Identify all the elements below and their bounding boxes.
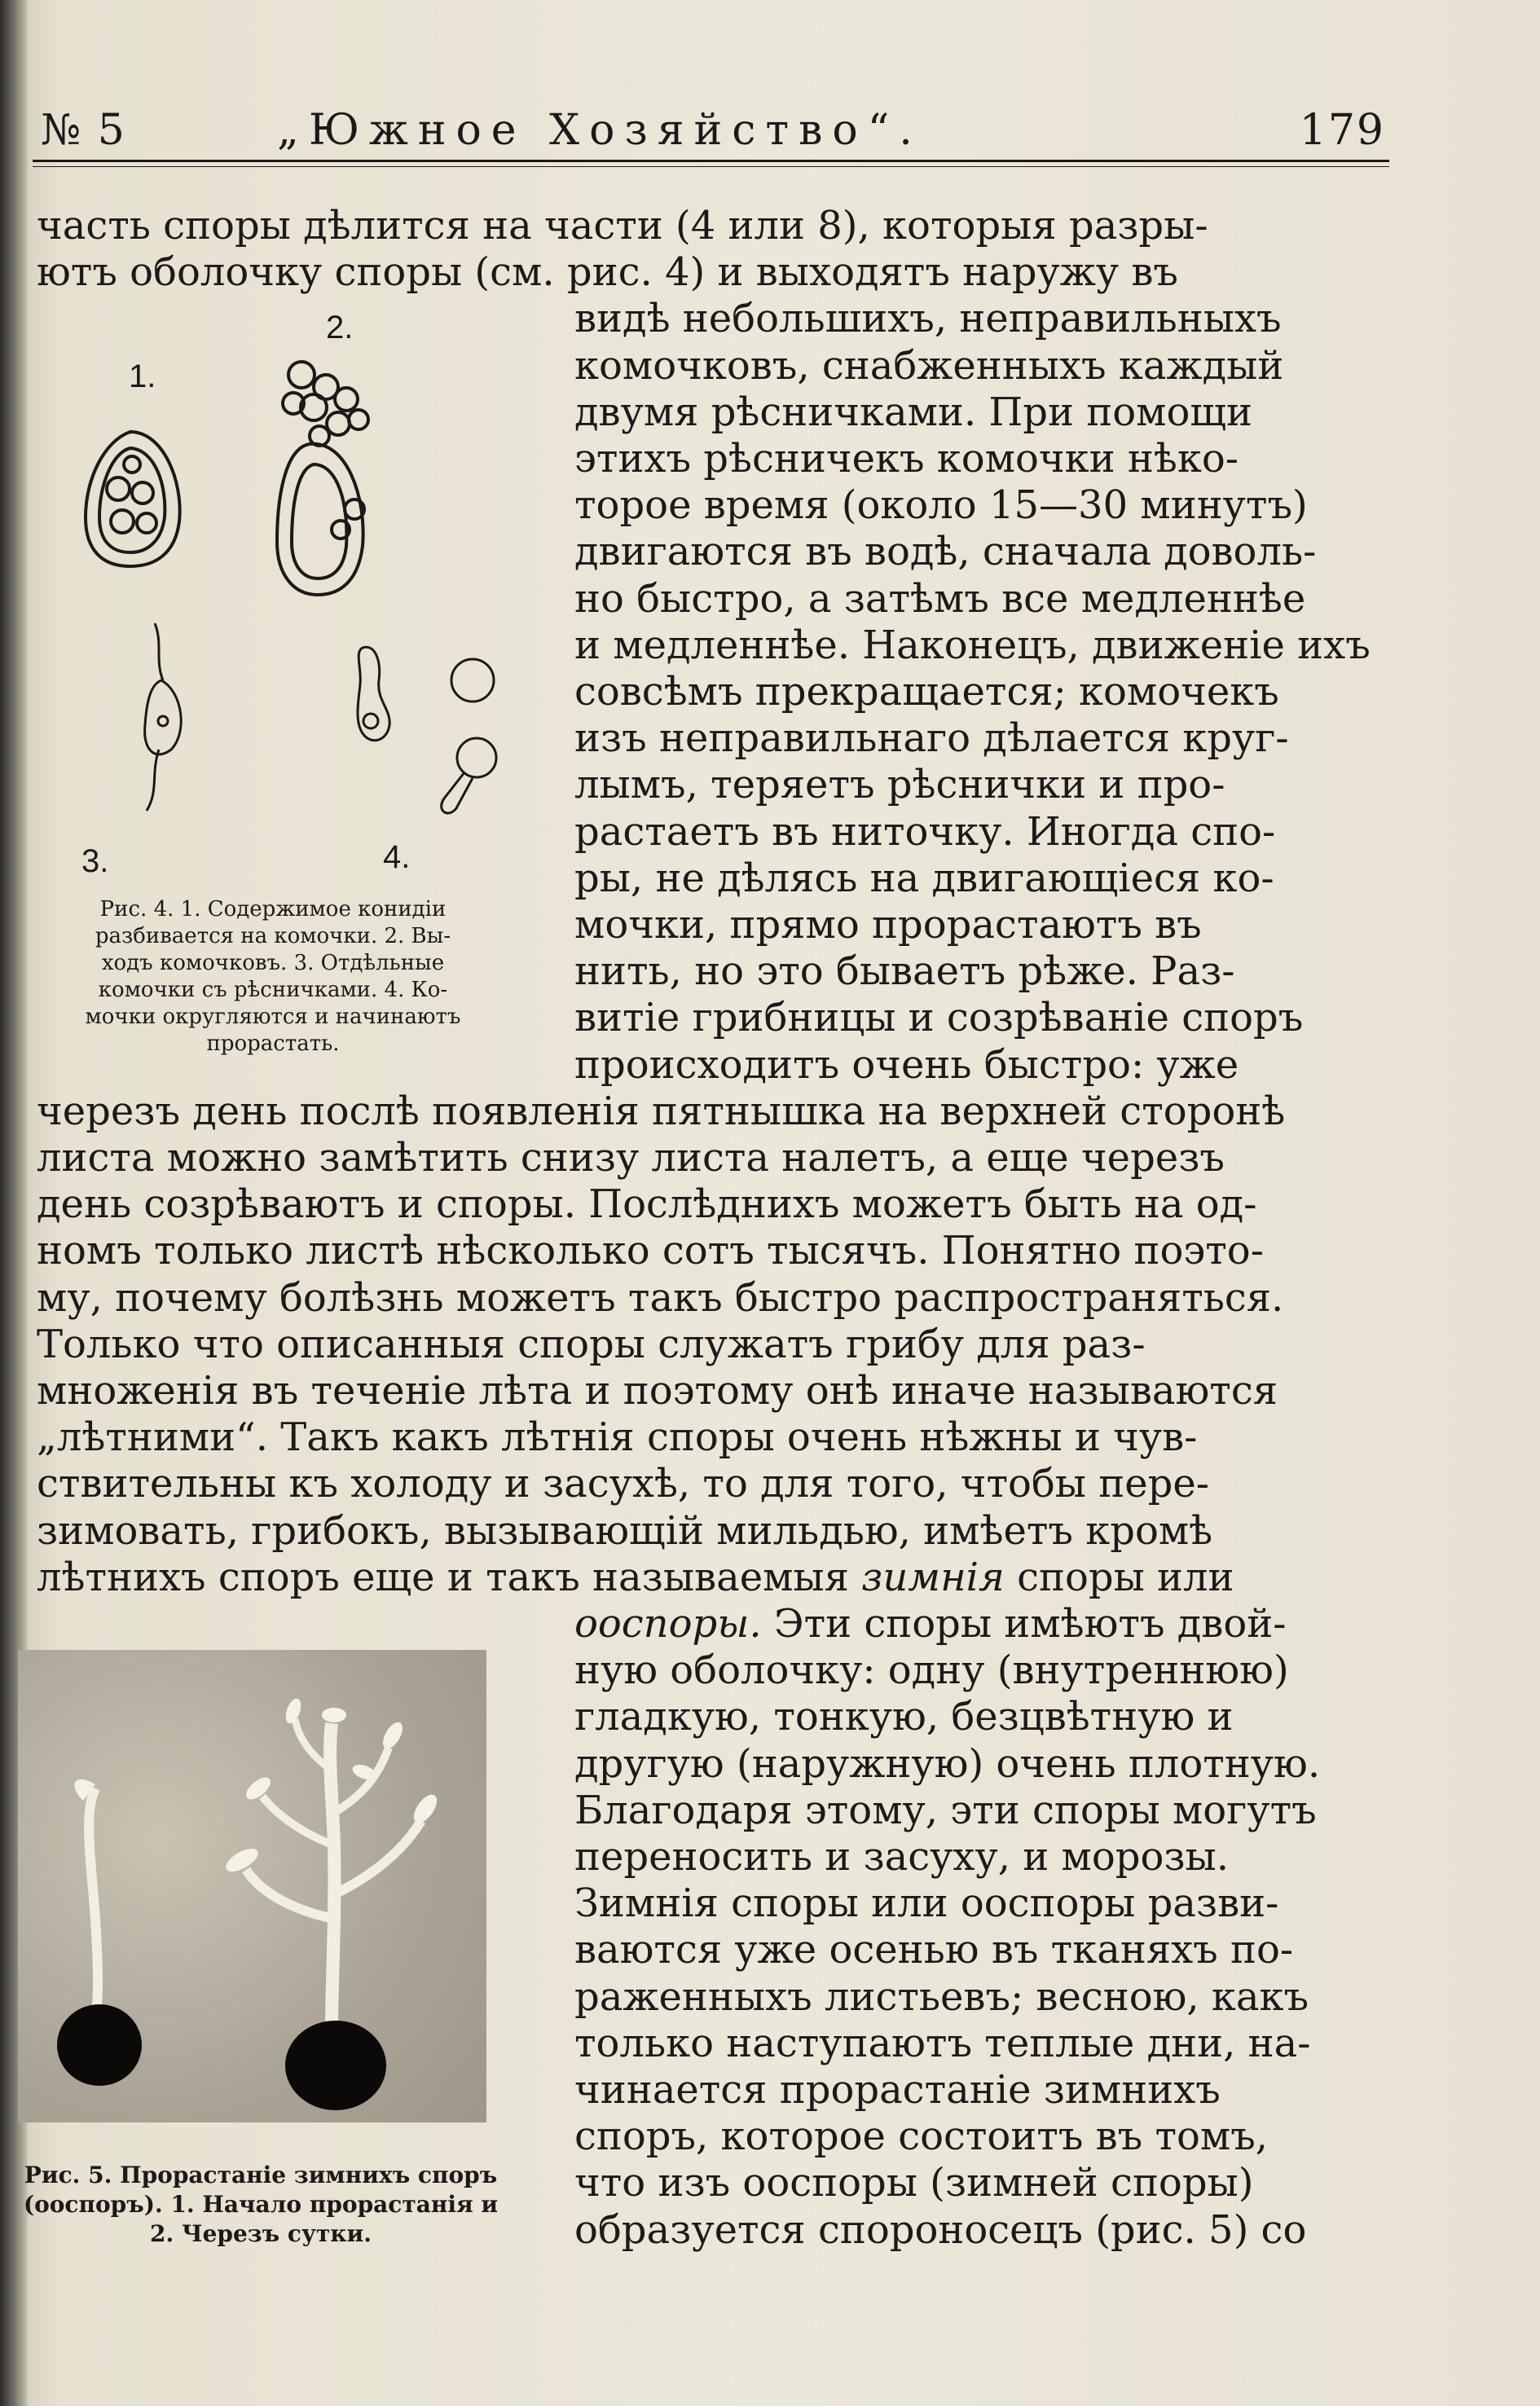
header-rule bbox=[33, 160, 1389, 162]
text-line: торое время (около 15—30 минутъ) bbox=[574, 482, 1308, 529]
italic-term: зимнія bbox=[861, 1554, 1005, 1600]
figure-5-photo bbox=[18, 1650, 486, 2122]
text-line: чинается прорастаніе зимнихъ bbox=[574, 2067, 1221, 2113]
rounding-spores-drawing-4 bbox=[358, 647, 496, 813]
text-line: лымъ, теряетъ рѣснички и про- bbox=[574, 762, 1225, 808]
text-line: гладкую, тонкую, безцвѣтную и bbox=[574, 1694, 1234, 1740]
fig5-caption-line: Рис. 5. Прорастаніе зимнихъ споръ bbox=[24, 2162, 498, 2188]
text-line: споръ, которое состоитъ въ томъ, bbox=[574, 2113, 1269, 2160]
text-line: переносить и засуху, и морозы. bbox=[574, 1834, 1229, 1880]
figure-5-caption bbox=[0, 2161, 521, 2249]
zoospore-drawing-3 bbox=[145, 623, 182, 811]
text-span: Эти споры имѣютъ двой- bbox=[761, 1601, 1287, 1647]
text-line bbox=[37, 1554, 1373, 1601]
fig4-label-4: 4. bbox=[383, 839, 411, 875]
text-line: изъ неправильнаго дѣлается круг- bbox=[574, 715, 1289, 762]
text-line: „лѣтними“. Такъ какъ лѣтнія споры очень нѣжны и чув- bbox=[37, 1414, 1198, 1461]
fig5-caption-line: 2. Черезъ сутки. bbox=[150, 2220, 372, 2247]
fig4-caption-line: Рис. 4. 1. Содержимое конидіи bbox=[99, 897, 447, 921]
text-line: ютъ оболочку споры (см. рис. 4) и выходятъ наружу въ bbox=[37, 249, 1178, 296]
page-number: 179 bbox=[1299, 106, 1385, 155]
text-line: ствительны къ холоду и засухѣ, то для того, чтобы пере- bbox=[37, 1461, 1210, 1507]
text-line: но быстро, а затѣмъ все медленнѣе bbox=[574, 575, 1306, 622]
text-line: множенія въ теченіе лѣта и поэтому онѣ иначе называются bbox=[37, 1368, 1278, 1414]
text-line: образуется спороносецъ (рис. 5) со bbox=[574, 2206, 1307, 2253]
fig4-label-2: 2. bbox=[326, 310, 354, 345]
text-line: Только что описанныя споры служатъ грибу для раз- bbox=[37, 1321, 1146, 1367]
text-line: этихъ рѣсничекъ комочки нѣко- bbox=[574, 436, 1239, 482]
text-line: ную оболочку: одну (внутреннюю) bbox=[574, 1647, 1289, 1694]
text-line: листа можно замѣтить снизу листа налетъ, а еще черезъ bbox=[37, 1135, 1225, 1181]
germinating-oospore-photo bbox=[18, 1650, 486, 2122]
sprout-2 bbox=[222, 1696, 442, 2110]
fig4-caption-line: комочки съ рѣсничками. 4. Ко- bbox=[98, 978, 448, 1002]
text-line: Зимнія споры или ооспоры разви- bbox=[574, 1880, 1279, 1927]
text-line: черезъ день послѣ появленія пятнышка на верхней сторонѣ bbox=[37, 1088, 1286, 1134]
figure-4-drawing bbox=[33, 310, 538, 892]
text-line: только наступаютъ теплые дни, на- bbox=[574, 2020, 1311, 2066]
conidium-drawing-2 bbox=[277, 362, 368, 595]
text-line: и медленнѣе. Наконецъ, движеніе ихъ bbox=[574, 622, 1371, 668]
text-line: Благодаря этому, эти споры могутъ bbox=[574, 1787, 1317, 1833]
text-line: день созрѣваютъ и споры. Послѣднихъ можетъ быть на од- bbox=[37, 1181, 1257, 1228]
fig4-caption-line: ходъ комочковъ. 3. Отдѣльные bbox=[101, 951, 445, 975]
text-line: происходитъ очень быстро: уже bbox=[574, 1041, 1239, 1088]
text-line: ваются уже осенью въ тканяхъ по- bbox=[574, 1927, 1294, 1973]
sprout-1 bbox=[57, 1779, 142, 2086]
text-span: споры или bbox=[1004, 1554, 1234, 1600]
conidium-drawing-1 bbox=[86, 432, 180, 566]
journal-title: „Южное Хозяйство“. bbox=[277, 106, 922, 155]
text-line: другую (наружную) очень плотную. bbox=[574, 1740, 1321, 1787]
text-line: совсѣмъ прекращается; комочекъ bbox=[574, 669, 1279, 715]
fig4-caption-line: разбивается на комочки. 2. Вы- bbox=[95, 924, 451, 948]
running-header bbox=[41, 102, 1385, 159]
text-line: комочковъ, снабженныхъ каждый bbox=[574, 342, 1284, 389]
header-rule-thin bbox=[33, 166, 1389, 167]
fig4-label-1: 1. bbox=[129, 358, 156, 394]
figure-4-caption bbox=[16, 896, 530, 1058]
fig5-caption-line: (ооспоръ). 1. Начало прорастанія и bbox=[23, 2191, 499, 2218]
text-line: нить, но это бываетъ рѣже. Раз- bbox=[574, 948, 1235, 995]
text-line: витіе грибницы и созрѣваніе споръ bbox=[574, 995, 1304, 1041]
text-line: часть споры дѣлится на части (4 или 8), которыя разры- bbox=[37, 203, 1208, 249]
text-line: номъ только листѣ нѣсколько сотъ тысячъ. Понятно поэто- bbox=[37, 1228, 1264, 1274]
text-line: раженныхъ листьевъ; весною, какъ bbox=[574, 1973, 1309, 2020]
text-line: му, почему болѣзнь можетъ такъ быстро распространяться. bbox=[37, 1274, 1284, 1321]
text-line: видѣ небольшихъ, неправильныхъ bbox=[574, 296, 1282, 342]
text-span: лѣтнихъ споръ еще и такъ называемыя bbox=[37, 1554, 862, 1600]
text-line: что изъ ооспоры (зимней споры) bbox=[574, 2160, 1254, 2206]
fig4-caption-line: прорастать. bbox=[206, 1031, 340, 1056]
text-line bbox=[574, 1600, 1373, 1647]
text-line: растаетъ въ ниточку. Иногда спо- bbox=[574, 808, 1276, 855]
text-line: двумя рѣсничками. При помощи bbox=[574, 389, 1253, 435]
issue-number: № 5 bbox=[41, 106, 126, 155]
text-line: зимовать, грибокъ, вызывающій мильдью, имѣетъ кромѣ bbox=[37, 1507, 1213, 1554]
text-line: двигаются въ водѣ, сначала доволь- bbox=[574, 529, 1317, 575]
fig4-label-3: 3. bbox=[81, 843, 109, 879]
fig4-caption-line: мочки округляются и начинаютъ bbox=[85, 1005, 461, 1029]
text-line: мочки, прямо прорастаютъ въ bbox=[574, 902, 1202, 948]
text-line: ры, не дѣлясь на двигающіеся ко- bbox=[574, 855, 1274, 901]
italic-term: ооспоры. bbox=[574, 1601, 762, 1647]
